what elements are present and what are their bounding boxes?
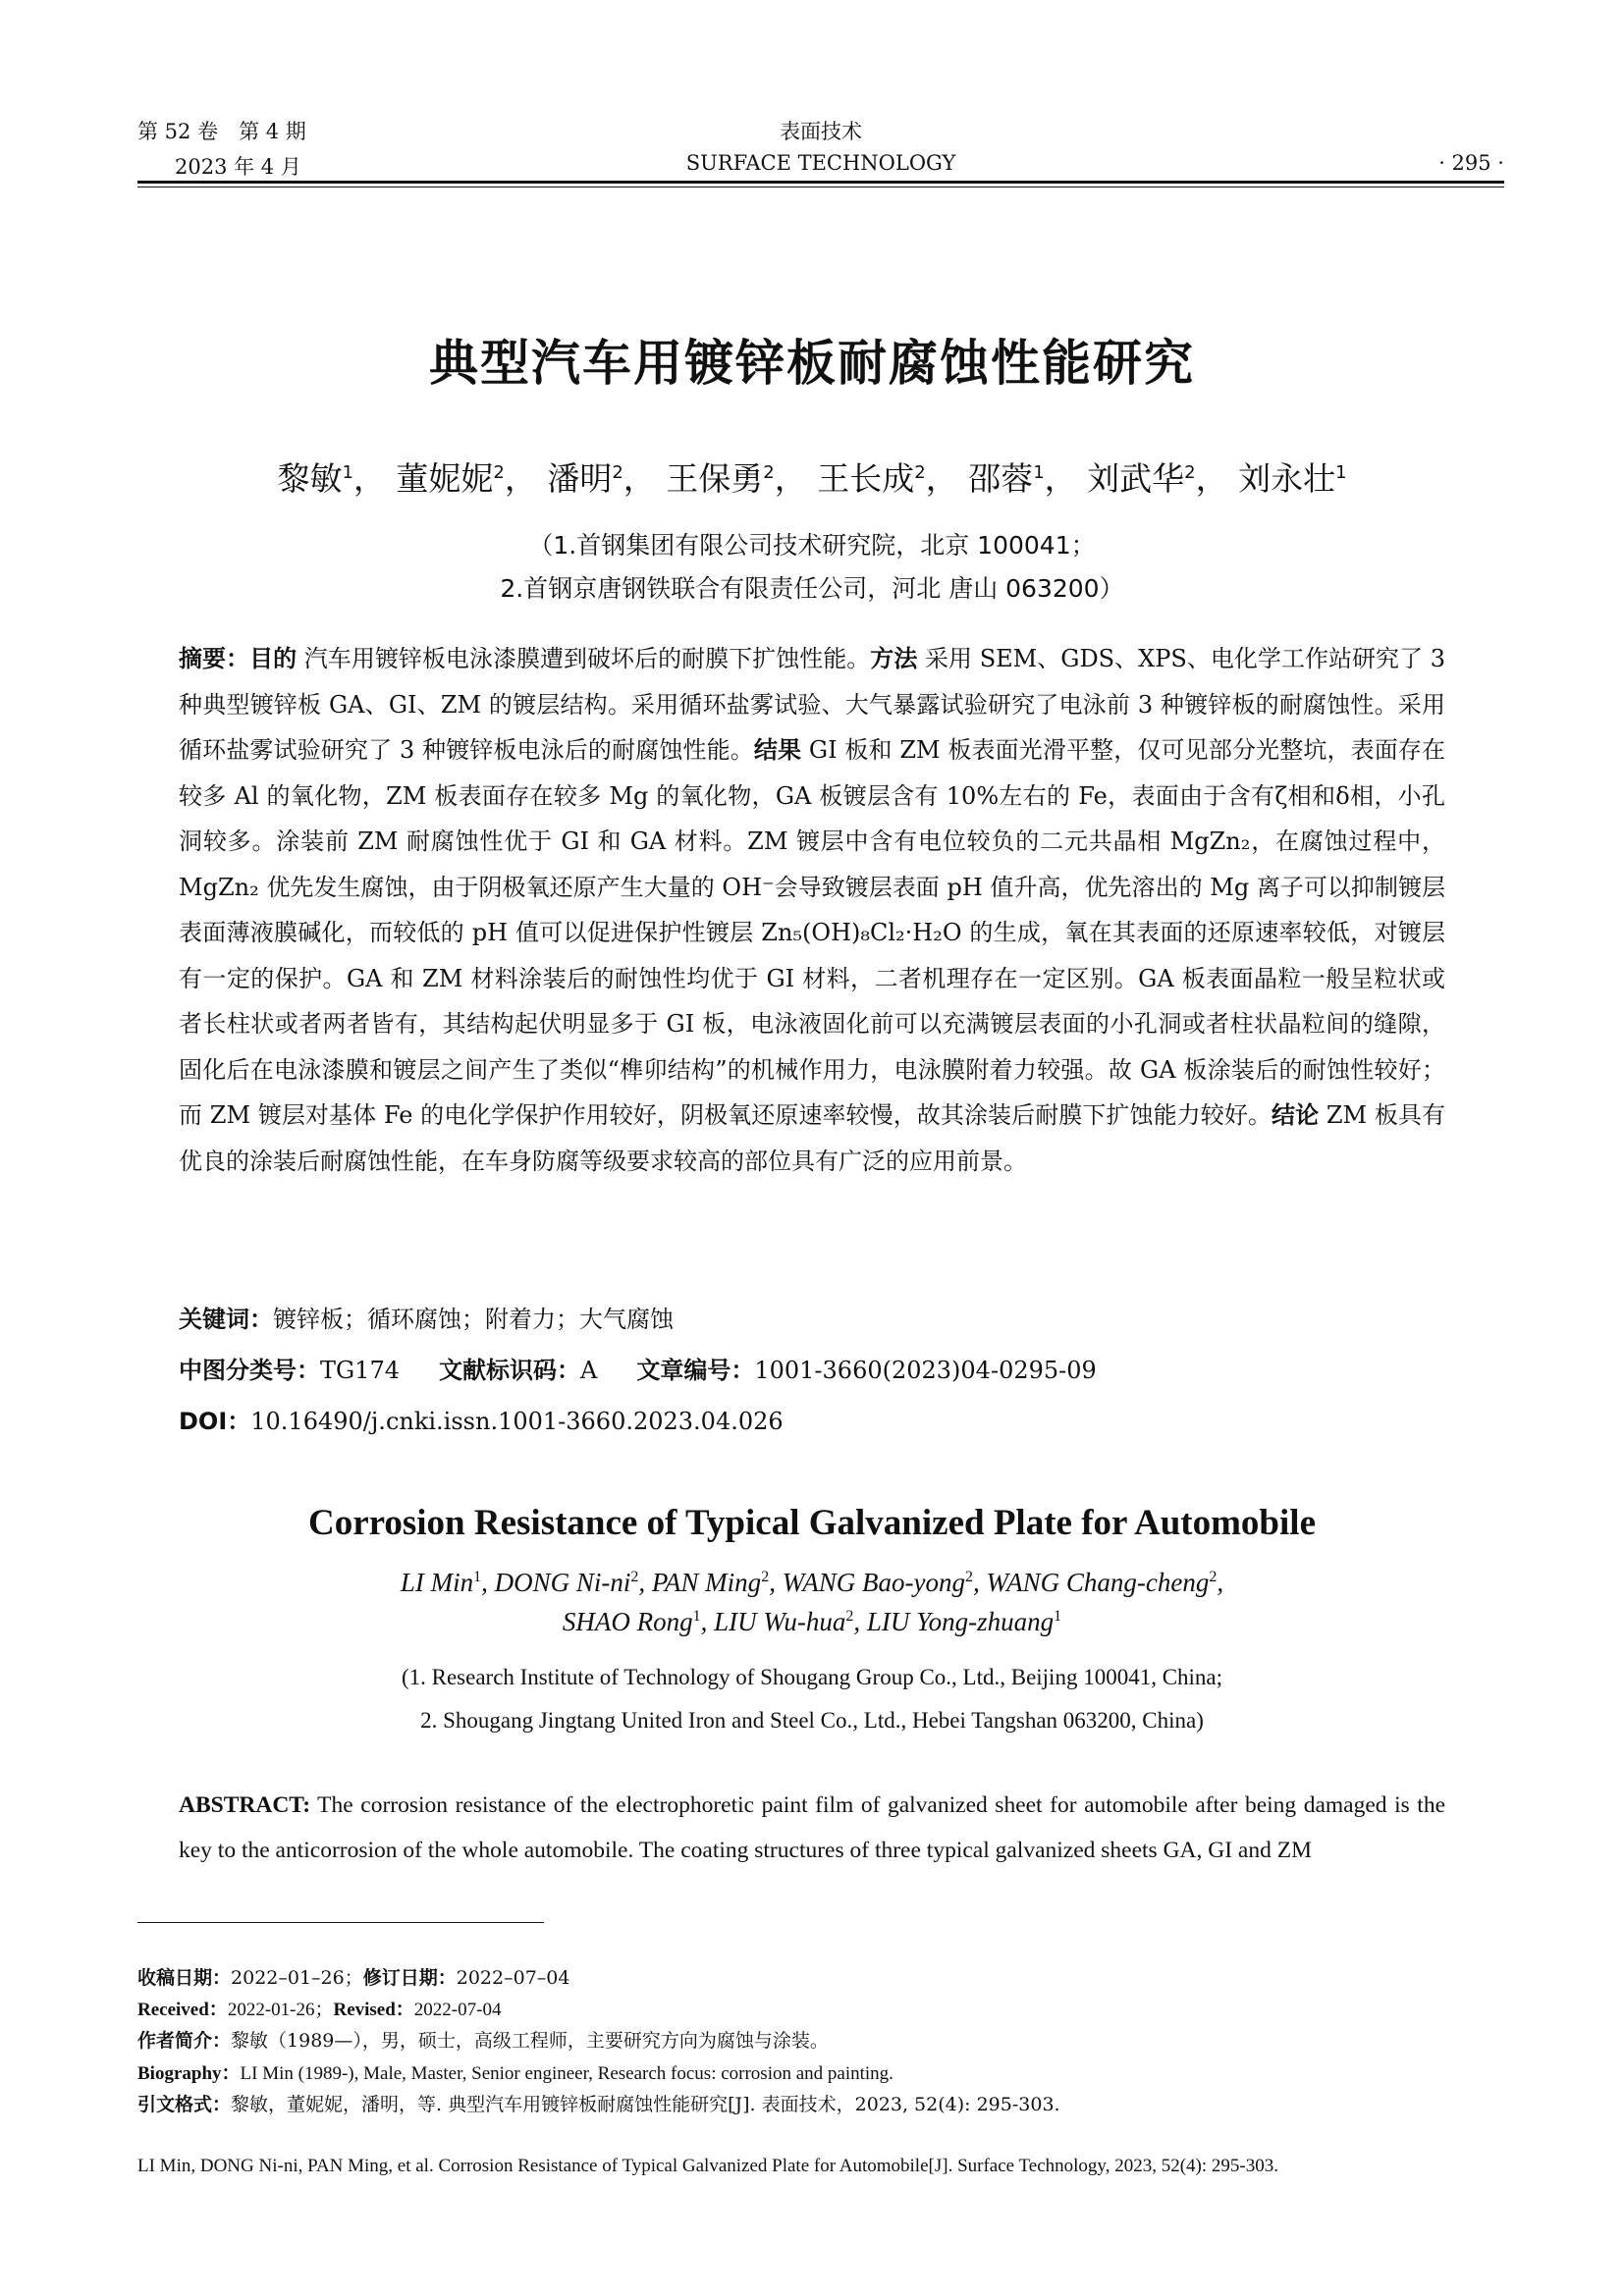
doi-value[interactable]: 10.16490/j.cnki.issn.1001-3660.2023.04.026 bbox=[250, 1408, 784, 1435]
header-rule-thick bbox=[137, 181, 1504, 184]
keywords-label: 关键词： bbox=[179, 1306, 273, 1333]
author-cn: 王保勇 bbox=[666, 459, 764, 498]
biography-cn: 作者简介：黎敏（1989—），男，硕士，高级工程师，主要研究方向为腐蚀与涂装。 bbox=[137, 2030, 829, 2052]
method-label: 方法 bbox=[870, 645, 918, 672]
keywords-text: 镀锌板；循环腐蚀；附着力；大气腐蚀 bbox=[273, 1306, 674, 1333]
citation-en: LI Min, DONG Ni-ni, PAN Ming, et al. Corrosion Resistance of Typical Galvanized Plate for Automobile[J]. Surface Technology, 2023, 52(4): 295-303. bbox=[137, 2156, 1278, 2176]
author-cn: 刘武华 bbox=[1087, 459, 1185, 498]
author-cn: 董妮妮 bbox=[396, 459, 494, 498]
abstract-en bbox=[179, 1783, 1445, 1873]
clc-value: TG174 bbox=[320, 1357, 400, 1384]
abstract-label: 摘要： bbox=[179, 645, 250, 672]
author-cn: 王长成 bbox=[817, 459, 915, 498]
journal-name-cn: 表面技术 bbox=[780, 120, 862, 143]
affiliation-cn-1: （1.首钢集团有限公司技术研究院，北京 100041； bbox=[528, 531, 1096, 560]
clc-label: 中图分类号： bbox=[179, 1357, 320, 1384]
method-text: 采用 SEM、GDS、XPS、电化学工作站研究了 3 种典型镀锌板 GA、GI、ZM 的镀层结构。采用循环盐雾试验、大气暴露试验研究了电泳前 3 种镀锌板的耐腐蚀性。采用循环盐雾试验研究了 3 种镀锌板电泳后的耐腐蚀性能。 bbox=[179, 645, 1445, 764]
affiliation-en-2: 2. Shougang Jingtang United Iron and Steel Co., Ltd., Hebei Tangshan 063200, China) bbox=[420, 1708, 1204, 1733]
conclusion-text: ZM 板具有优良的涂装后耐腐蚀性能，在车身防腐等级要求较高的部位具有广泛的应用前景。 bbox=[179, 1101, 1446, 1175]
result-text: GI 板和 ZM 板表面光滑平整，仅可见部分光整坑，表面存在较多 Al 的氧化物，ZM 板表面存在较多 Mg 的氧化物，GA 板镀层含有 10%左右的 Fe，表面由于含有ζ相和δ相，小孔洞较多。涂装前 ZM 耐腐蚀性优于 GI 和 GA 材料。ZM 镀层中含有电位较负的二元共晶相 MgZn₂，在腐蚀过程中，MgZn₂ 优先发生腐蚀，由于阴极氧还原产生大量的 OH⁻会导致镀层表面 pH 值升高，优先溶出的 Mg 离子可以抑制镀层表面薄液膜碱化，而较低的 pH 值可以促进保护性镀层 Zn₅(OH)₈Cl₂·H₂O 的生成，氧在其表面的还原速率较低，对镀层有一定的保护。GA 和 ZM 材料涂装后的耐蚀性均优于 GI 材料，二者机理存在一定区别。GA 板表面晶粒一般呈粒状或者长柱状或者两者皆有，其结构起伏明显多于 GI 板，电泳液固化前可以充满镀层表面的小孔洞或者柱状晶粒间的缝隙，固化后在电泳漆膜和镀层之间产生了类似“榫卯结构”的机械作用力，电泳膜附着力较强。故 GA 板涂装后的耐蚀性较好；而 ZM 镀层对基体 Fe 的电化学保护作用较好，阴极氧还原速率较慢，故其涂装后耐膜下扩蚀能力较好。 bbox=[179, 736, 1446, 1129]
article-no-value: 1001-3660(2023)04-0295-09 bbox=[754, 1357, 1097, 1384]
received-en: Received：2022-01-26；Revised：2022-07-04 bbox=[137, 2000, 502, 2020]
author-cn: 刘永壮 bbox=[1238, 459, 1336, 498]
page-number: · 295 · bbox=[1438, 151, 1504, 175]
authors-cn: 黎敏$^1$， 董妮妮$^2$， 潘明$^2$， 王保勇$^2$， 王长成$^2$， 邵蓉$^1$， 刘武华$^2$， 刘永壮$^1$ bbox=[277, 459, 1347, 498]
article-no-label: 文章编号： bbox=[636, 1357, 755, 1384]
keywords-line bbox=[179, 1300, 674, 1334]
volume-issue: 第 52 卷 第 4 期 bbox=[137, 120, 306, 143]
footnote-rule bbox=[137, 1922, 544, 1923]
affiliation-cn-2: 2.首钢京唐钢铁联合有限责任公司，河北 唐山 063200） bbox=[500, 574, 1124, 603]
author-cn: 邵蓉 bbox=[968, 459, 1034, 498]
received-cn: 收稿日期：2022–01–26；修订日期：2022–07–04 bbox=[137, 1967, 570, 1989]
abstract-cn bbox=[179, 636, 1445, 1184]
issue-date: 2023 年 4 月 bbox=[175, 155, 301, 179]
affiliation-en-1: (1. Research Institute of Technology of Shougang Group Co., Ltd., Beijing 100041, China; bbox=[401, 1665, 1223, 1689]
conclusion-label: 结论 bbox=[1272, 1101, 1320, 1129]
authors-en-line1: LI Min$^1$, DONG $Ni-ni^2$, PAN Ming$^2$, WANG Bao-yong$^2$, WANG Chang-cheng$^2$, bbox=[400, 1568, 1224, 1597]
doi-label: DOI： bbox=[179, 1408, 251, 1435]
author-cn: 潘明 bbox=[547, 459, 613, 498]
doc-code-label: 文献标识码： bbox=[439, 1357, 580, 1384]
title-en: Corrosion Resistance of Typical Galvanized Plate for Automobile bbox=[307, 1503, 1316, 1543]
doi-line bbox=[179, 1402, 784, 1436]
abstract-en-label: ABSTRACT: bbox=[179, 1792, 311, 1818]
journal-name-en: SURFACE TECHNOLOGY bbox=[685, 151, 956, 175]
doc-code-value: A bbox=[580, 1357, 598, 1384]
classification-line bbox=[179, 1351, 1097, 1385]
abstract-en-text: The corrosion resistance of the electrophoretic paint film of galvanized sheet for automobile after being damaged is the key to the anticorrosion of the whole automobile. The coating structures of three typical galvanized sheets GA, GI and ZM bbox=[179, 1792, 1445, 1863]
authors-en-line2: SHAO Rong$^1$, LIU Wu-hua$^2$, LIU Yong-zhuang$^1$ bbox=[562, 1607, 1062, 1636]
title-cn: 典型汽车用镀锌板耐腐蚀性能研究 bbox=[429, 335, 1195, 392]
citation-cn: 引文格式：黎敏，董妮妮，潘明，等. 典型汽车用镀锌板耐腐蚀性能研究[J]. 表面技术，2023, 52(4): 295-303. bbox=[137, 2094, 1060, 2115]
purpose-label: 目的 bbox=[249, 645, 298, 672]
purpose-text: 汽车用镀锌板电泳漆膜遭到破坏后的耐膜下扩蚀性能。 bbox=[297, 645, 871, 672]
running-header bbox=[137, 116, 1504, 185]
result-label: 结果 bbox=[753, 736, 802, 764]
biography-en: Biography：LI Min (1989-), Male, Master, Senior engineer, Research focus: corrosion and painting. bbox=[137, 2063, 893, 2084]
author-cn: 黎敏 bbox=[277, 459, 343, 498]
